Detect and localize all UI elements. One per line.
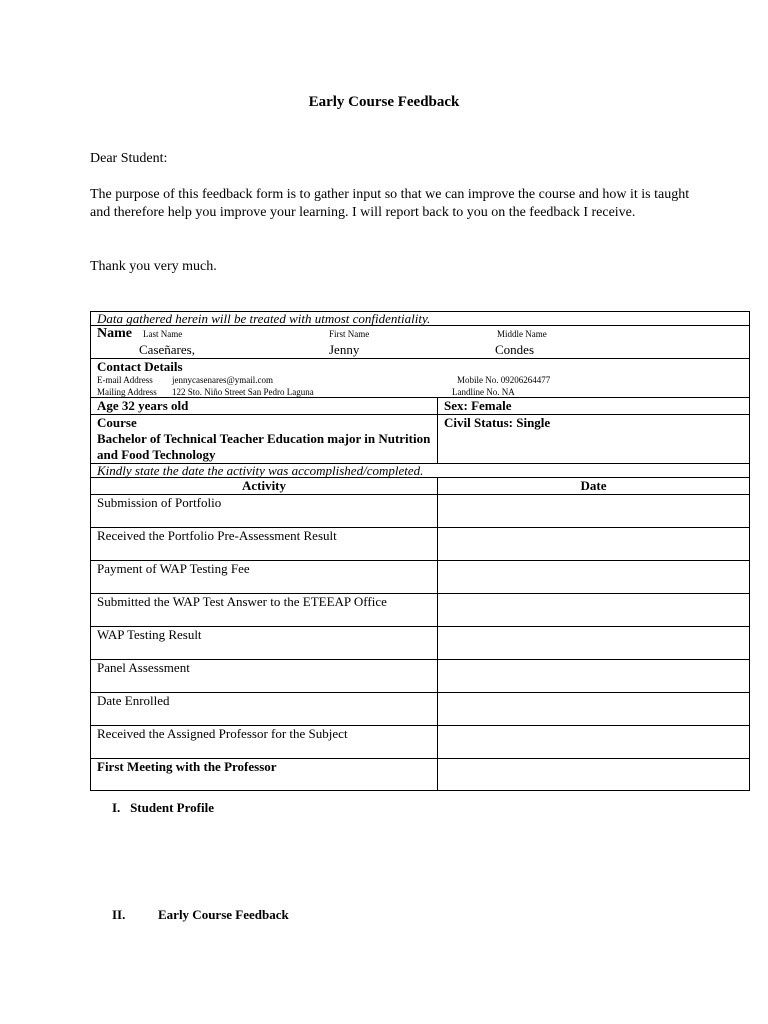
date-field[interactable]: [438, 594, 750, 627]
first-name-label: First Name: [329, 329, 370, 339]
name-label: Name: [97, 326, 132, 341]
activity-cell: Submitted the WAP Test Answer to the ETEEAP Office: [91, 594, 438, 627]
civil-status-cell: Civil Status: Single: [438, 415, 750, 464]
middle-name-label: Middle Name: [497, 329, 547, 339]
email-label: E-mail Address: [97, 375, 153, 385]
activity-cell: Submission of Portfolio: [91, 495, 438, 528]
age-cell: Age 32 years old: [91, 398, 438, 415]
student-profile-table: [90, 311, 750, 791]
activity-cell: Panel Assessment: [91, 660, 438, 693]
name-cell: [91, 326, 750, 359]
course-cell: [91, 415, 438, 464]
activity-cell: WAP Testing Result: [91, 627, 438, 660]
section-number: II.: [112, 907, 126, 922]
date-note: Kindly state the date the activity was accomplished/completed.: [91, 464, 750, 478]
activity-header: Activity: [91, 478, 438, 495]
first-name-value: Jenny: [329, 342, 360, 357]
date-header: Date: [438, 478, 750, 495]
section-label: Early Course Feedback: [158, 907, 289, 922]
mobile-value: Mobile No. 09206264477: [457, 375, 551, 385]
mailing-label: Mailing Address: [97, 387, 157, 397]
purpose-paragraph: The purpose of this feedback form is to gather input so that we can improve the course and how it is taught and therefore help you improve your learning. I will report back to you on the feedback I receive.: [90, 187, 690, 220]
date-field[interactable]: [438, 561, 750, 594]
thanks-line: Thank you very much.: [90, 259, 217, 274]
section-student-profile: [112, 800, 214, 816]
date-field[interactable]: [438, 726, 750, 759]
date-field[interactable]: [438, 495, 750, 528]
course-label: Course: [97, 415, 137, 430]
date-field[interactable]: [438, 660, 750, 693]
date-field[interactable]: [438, 693, 750, 726]
mailing-value: 122 Sto. Niño Street San Pedro Laguna: [172, 387, 314, 397]
last-name-value: Caseñares,: [139, 342, 195, 357]
date-field[interactable]: [438, 759, 750, 791]
activity-cell: Payment of WAP Testing Fee: [91, 561, 438, 594]
landline-value: Landline No. NA: [452, 387, 515, 397]
activity-cell: First Meeting with the Professor: [91, 759, 438, 791]
section-number: I.: [112, 800, 121, 815]
greeting: Dear Student:: [90, 151, 168, 166]
sex-cell: Sex: Female: [438, 398, 750, 415]
last-name-label: Last Name: [143, 329, 183, 339]
date-field[interactable]: [438, 528, 750, 561]
activity-cell: Received the Portfolio Pre-Assessment Result: [91, 528, 438, 561]
confidentiality-note: Data gathered herein will be treated with utmost confidentiality.: [91, 312, 750, 326]
section-early-course-feedback: [112, 907, 289, 923]
middle-name-value: Condes: [495, 342, 534, 357]
course-value: Bachelor of Technical Teacher Education major in Nutrition and Food Technology: [97, 431, 431, 462]
section-label: Student Profile: [130, 800, 214, 815]
page-title: Early Course Feedback: [308, 94, 460, 110]
activity-cell: Received the Assigned Professor for the Subject: [91, 726, 438, 759]
date-field[interactable]: [438, 627, 750, 660]
activity-cell: Date Enrolled: [91, 693, 438, 726]
email-value: jennycasenares@ymail.com: [172, 375, 273, 385]
contact-cell: [91, 359, 750, 398]
contact-label: Contact Details: [97, 359, 183, 374]
